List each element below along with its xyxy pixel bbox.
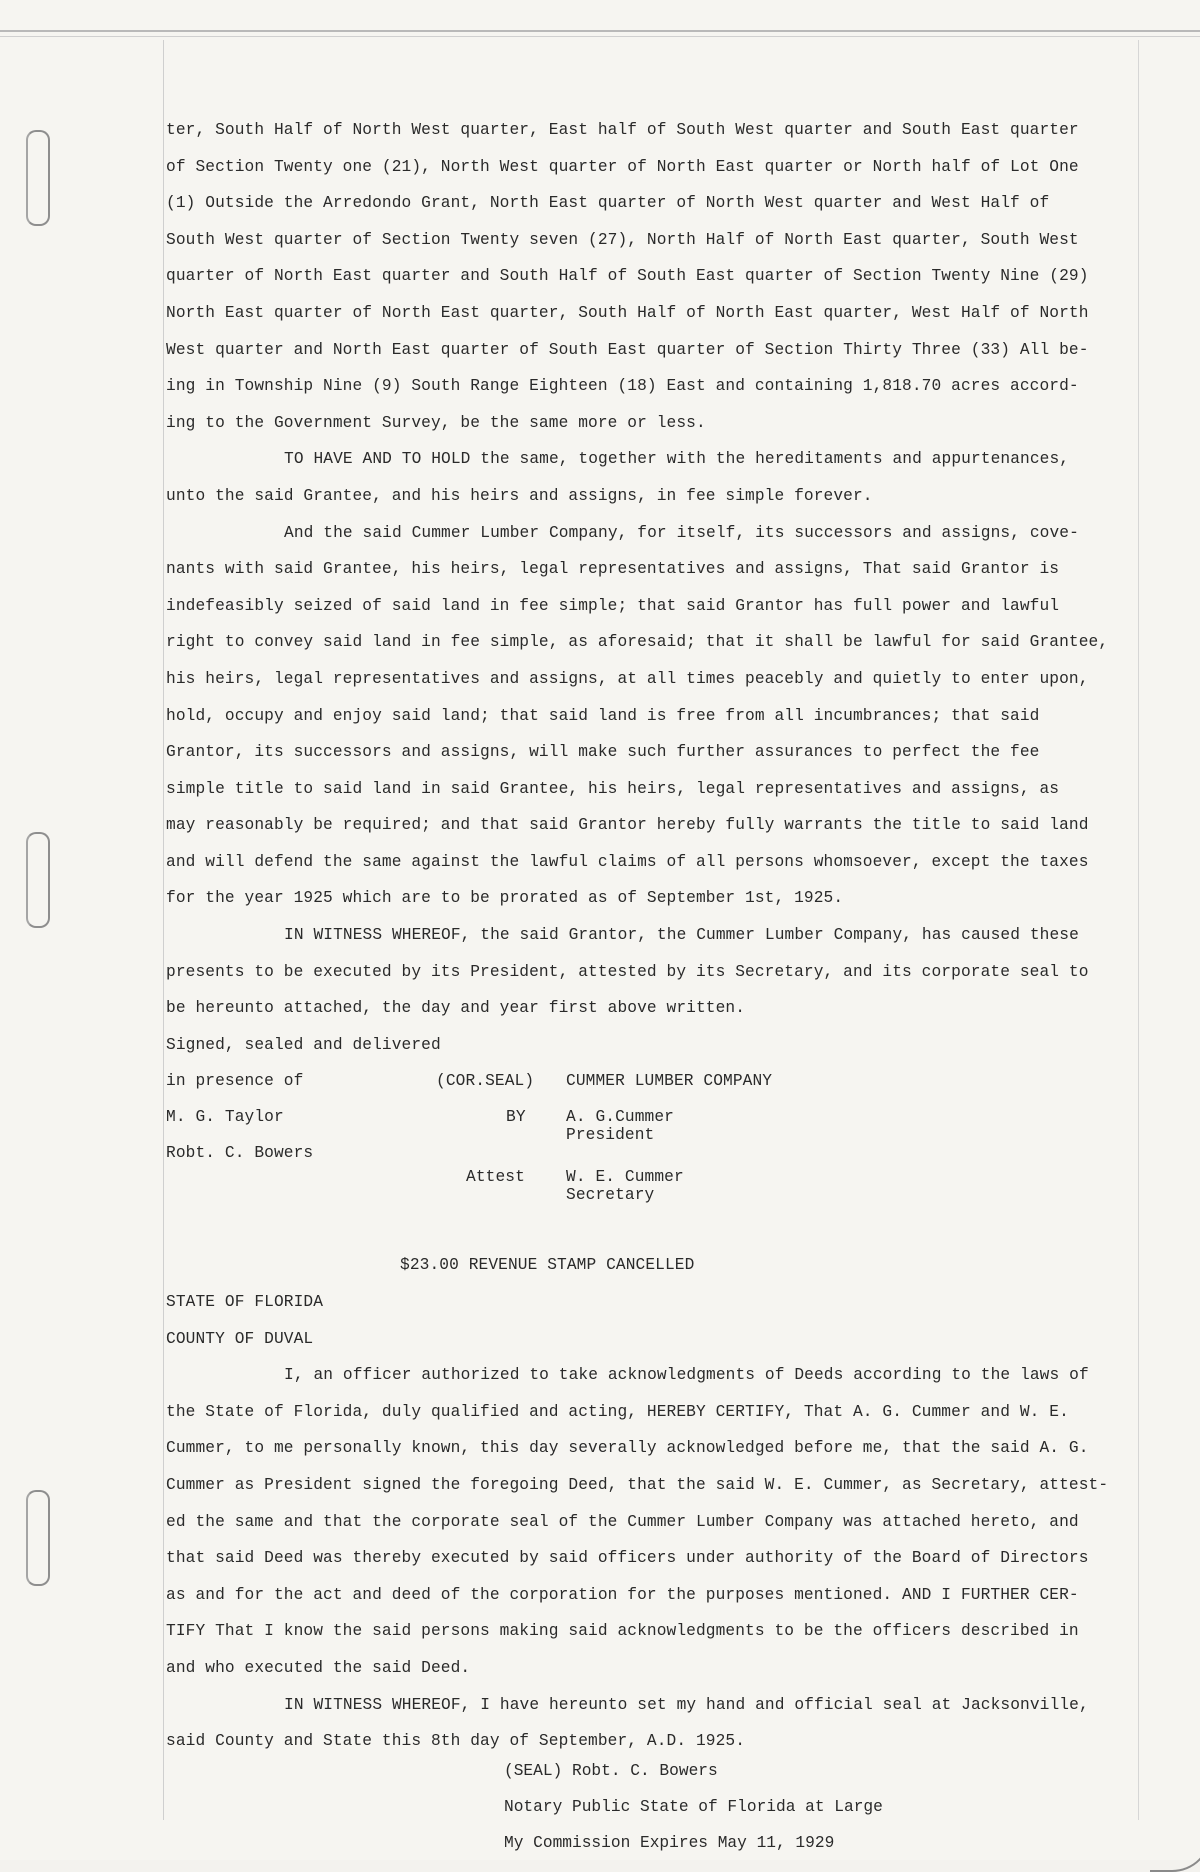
covenant-line: simple title to said land in said Grantee, his heirs, legal representatives and assigns, as <box>166 779 1060 798</box>
left-margin-rule <box>163 40 164 1820</box>
deed-line: ing in Township Nine (9) South Range Eighteen (18) East and containing 1,818.70 acres accord- <box>166 377 1079 396</box>
binder-hole-icon <box>26 832 50 928</box>
by-label: BY <box>506 1108 526 1127</box>
binder-hole-icon <box>26 130 50 226</box>
covenant-line: And the said Cummer Lumber Company, for itself, its successors and assigns, cove- <box>284 523 1079 542</box>
president-name: A. G.Cummer <box>566 1108 674 1127</box>
page-corner-curl <box>1150 1760 1200 1872</box>
secretary-signature <box>566 1159 684 1204</box>
notary-witness-line: IN WITNESS WHEREOF, I have hereunto set my hand and official seal at Jacksonville, <box>284 1695 1089 1714</box>
witness-line: IN WITNESS WHEREOF, the said Grantor, the Cummer Lumber Company, has caused these <box>284 926 1079 945</box>
company-name: CUMMER LUMBER COMPANY <box>566 1072 773 1091</box>
acknowledgment-line: TIFY That I know the said persons making said acknowledgments to be the officers described in <box>166 1622 1079 1641</box>
notary-signature: (SEAL) Robt. C. Bowers <box>504 1762 718 1780</box>
county-heading: COUNTY OF DUVAL <box>166 1329 314 1348</box>
covenant-line: Grantor, its successors and assigns, will make such further assurances to perfect the fee <box>166 743 1040 762</box>
acknowledgment-line: Cummer as President signed the foregoing Deed, that the said W. E. Cummer, as Secretary, attest- <box>166 1476 1109 1494</box>
notary-commission: My Commission Expires May 11, 1929 <box>504 1834 835 1852</box>
president-title: President <box>566 1126 655 1145</box>
signature-row-presence <box>166 1063 1146 1099</box>
deed-line: West quarter and North East quarter of South East quarter of Section Thirty Three (33) All be- <box>166 340 1089 359</box>
acknowledgment-line: ed the same and that the corporate seal of the Cummer Lumber Company was attached hereto, and <box>166 1512 1079 1531</box>
deed-line: South West quarter of Section Twenty seven (27), North Half of North East quarter, South West <box>166 230 1079 249</box>
witness-line: presents to be executed by its President, attested by its Secretary, and its corporate seal to <box>166 962 1089 981</box>
covenant-line: hold, occupy and enjoy said land; that said land is free from all incumbrances; that said <box>166 706 1040 725</box>
acknowledgment-line: and who executed the said Deed. <box>166 1658 471 1677</box>
deed-line: ing to the Government Survey, be the same more or less. <box>166 413 706 432</box>
habendum-line: TO HAVE AND TO HOLD the same, together with the hereditaments and appurtenances, <box>284 450 1070 469</box>
presence-label: in presence of <box>166 1072 304 1091</box>
deed-text <box>166 112 1146 1760</box>
state-heading: STATE OF FLORIDA <box>166 1293 324 1312</box>
habendum-line: unto the said Grantee, and his heirs and assigns, in fee simple forever. <box>166 486 873 505</box>
top-rule <box>0 30 1200 32</box>
deed-line: ter, South Half of North West quarter, East half of South West quarter and South East quarter <box>166 121 1079 139</box>
secretary-title: Secretary <box>566 1186 655 1205</box>
acknowledgment-line: that said Deed was thereby executed by said officers under authority of the Board of Directors <box>166 1549 1089 1568</box>
covenant-line: may reasonably be required; and that said Grantor hereby fully warrants the title to said land <box>166 816 1089 835</box>
acknowledgment-line: the State of Florida, duly qualified and acting, HEREBY CERTIFY, That A. G. Cummer and W. E. <box>166 1402 1069 1421</box>
witness-name: M. G. Taylor <box>166 1108 284 1127</box>
deed-line: North East quarter of North East quarter, South Half of North East quarter, West Half of North <box>166 303 1089 322</box>
corporate-seal-label: (COR.SEAL) <box>436 1072 535 1091</box>
notary-witness-line: said County and State this 8th day of September, A.D. 1925. <box>166 1732 746 1751</box>
witness-name: Robt. C. Bowers <box>166 1144 314 1163</box>
revenue-stamp: $23.00 REVENUE STAMP CANCELLED <box>400 1256 695 1275</box>
covenant-line: indefeasibly seized of said land in fee simple; that said Grantor has full power and lawful <box>166 596 1060 615</box>
signature-row-attest <box>166 1159 1146 1205</box>
covenant-line: right to convey said land in fee simple, as aforesaid; that it shall be lawful for said Grantee, <box>166 633 1109 652</box>
acknowledgment-line: Cummer, to me personally known, this day severally acknowledged before me, that the said A. G. <box>166 1439 1089 1458</box>
signature-row-by <box>166 1099 1146 1145</box>
deed-line: of Section Twenty one (21), North West quarter of North East quarter or North half of Lot One <box>166 157 1079 176</box>
covenant-line: for the year 1925 which are to be prorated as of September 1st, 1925. <box>166 889 844 908</box>
acknowledgment-line: as and for the act and deed of the corporation for the purposes mentioned. AND I FURTHER CER- <box>166 1585 1079 1604</box>
deed-line: quarter of North East quarter and South Half of South East quarter of Section Twenty Nine (29) <box>166 267 1089 286</box>
acknowledgment-line: I, an officer authorized to take acknowledgments of Deeds according to the laws of <box>284 1366 1089 1385</box>
secretary-name: W. E. Cummer <box>566 1168 684 1187</box>
top-rule-secondary <box>0 36 1200 37</box>
binder-hole-icon <box>26 1490 50 1586</box>
attest-label: Attest <box>466 1168 525 1187</box>
covenant-line: his heirs, legal representatives and assigns, at all times peacebly and quietly to enter upon, <box>166 669 1089 688</box>
covenant-line: and will defend the same against the lawful claims of all persons whomsoever, except the taxes <box>166 852 1089 871</box>
notary-title: Notary Public State of Florida at Large <box>504 1798 883 1816</box>
signed-label: Signed, sealed and delivered <box>166 1035 441 1054</box>
deed-line: (1) Outside the Arredondo Grant, North East quarter of North West quarter and West Half of <box>166 194 1050 213</box>
covenant-line: nants with said Grantee, his heirs, legal representatives and assigns, That said Grantor is <box>166 560 1060 579</box>
witness-line: be hereunto attached, the day and year first above written. <box>166 999 746 1018</box>
